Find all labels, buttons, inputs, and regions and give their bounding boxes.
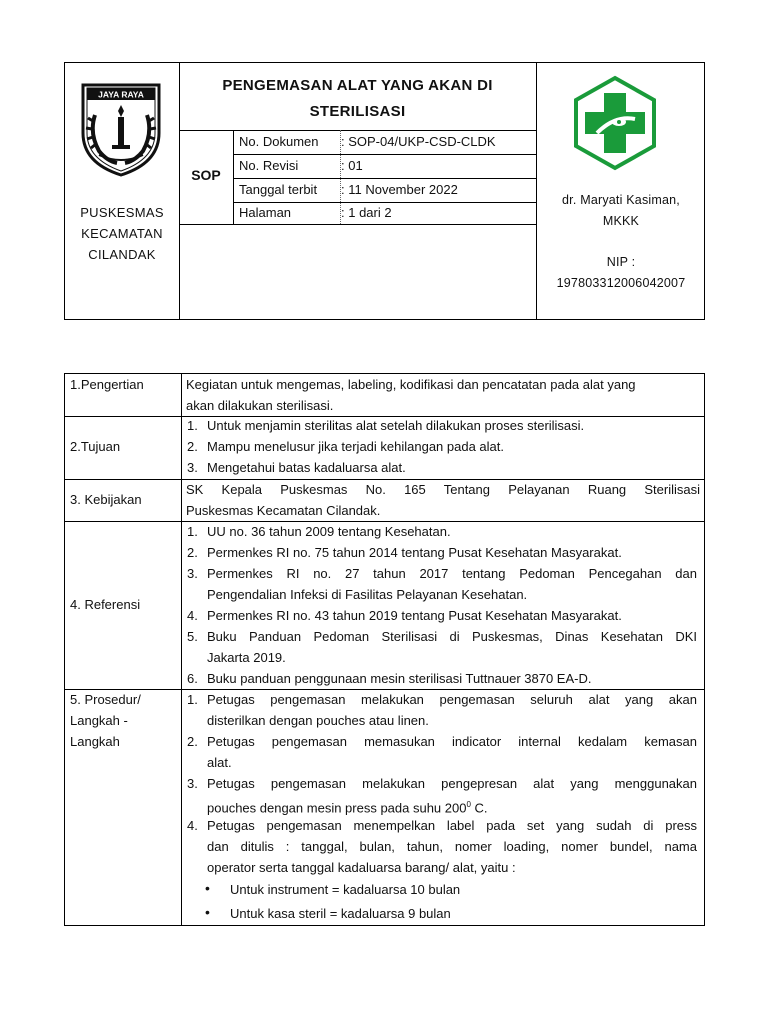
organization-name [65,202,179,265]
meta-revision-value: : 01 [341,158,363,173]
tujuan-number-2: 2. [187,439,198,454]
meta-issue-date-value: : 11 November 2022 [341,182,458,197]
prosedur-number-2: 2. [187,734,198,749]
prosedur-item-1-line-1: Petugas pengemasan melakukan pengemasan seluruh alat yang akan [207,692,697,707]
referensi-item-3-line-1: Permenkes RI no. 27 tahun 2017 tentang Pedoman Pencegahan dan [207,566,697,581]
tujuan-item-2: Mampu menelusur jika terjadi kehilangan pada alat. [207,439,505,454]
tujuan-label: 2.Tujuan [70,439,121,454]
prosedur-bullet-1: Untuk instrument = kadaluarsa 10 bulan [230,882,461,897]
document-title [179,73,536,125]
meta-revision-label: No. Revisi [239,158,299,173]
prosedur-label-line-3: Langkah [70,734,120,749]
org-line-3: CILANDAK [88,247,156,262]
prosedur-item-3-line-1: Petugas pengemasan melakukan pengepresan alat yang menggunakan [207,776,697,791]
referensi-number-6: 6. [187,671,198,686]
prosedur-item-1-line-2: disterilkan dengan pouches atau linen. [207,713,429,728]
meta-doc-number-value: : SOP-04/UKP-CSD-CLDK [341,134,496,149]
degree-superscript: 0 [466,800,471,809]
referensi-item-2: Permenkes RI no. 75 tahun 2014 tentang Pusat Kesehatan Masyarakat. [207,545,622,560]
tujuan-item-1: Untuk menjamin sterilitas alat setelah dilakukan proses sterilisasi. [207,418,585,433]
nip-value: 197803312006042007 [556,276,686,290]
referensi-number-4: 4. [187,608,198,623]
prosedur-item-4-line-3: operator serta tanggal kadaluarsa barang/ alat, yaitu : [207,860,516,875]
sop-label: SOP [191,167,221,183]
tujuan-number-3: 3. [187,460,198,475]
sop-header-table [64,62,705,320]
meta-bottom-line [179,224,536,225]
prosedur-item-2-line-2: alat. [207,755,232,770]
prosedur-label-line-1: 5. Prosedur/ [70,692,141,707]
org-line-1: PUSKESMAS [80,205,164,220]
meta-line-2 [233,154,536,155]
kebijakan-label: 3. Kebijakan [70,492,142,507]
nip-label: NIP : [606,255,636,269]
tujuan-number-1: 1. [187,418,198,433]
meta-page-label: Halaman [239,205,292,220]
prosedur-item-4-line-2: dan ditulis : tanggal, bulan, tahun, nomer loading, nomer bundel, nama [207,839,697,854]
meta-line-4 [233,202,536,203]
referensi-number-2: 2. [187,545,198,560]
meta-col-divider [233,130,234,224]
referensi-item-4: Permenkes RI no. 43 tahun 2019 tentang Pusat Kesehatan Masyarakat. [207,608,622,623]
sop-content-table [64,373,705,926]
referensi-label: 4. Referensi [70,597,141,612]
prosedur-item-4-line-1: Petugas pengemasan menempelkan label pada set yang sudah di press [207,818,697,833]
pengertian-label: 1.Pengertian [70,377,144,392]
prosedur-item-3-tail: C. [470,800,488,816]
meta-page-value: : 1 dari 2 [341,205,392,220]
bullet-dot-icon: • [205,904,210,920]
referensi-item-5-line-1: Buku Panduan Pedoman Sterilisasi di Puskesmas, Dinas Kesehatan DKI [207,629,697,644]
referensi-number-3: 3. [187,566,198,581]
prosedur-number-3: 3. [187,776,198,791]
jaya-raya-logo [77,81,165,177]
referensi-item-6: Buku panduan penggunaan mesin sterilisasi Tuttnauer 3870 EA-D. [207,671,592,686]
logo-motto-text: JAYA RAYA [98,89,144,100]
meta-line-3 [233,178,536,179]
meta-doc-number-label: No. Dokumen [239,134,319,149]
tujuan-item-3: Mengetahui batas kadaluarsa alat. [207,460,406,475]
prosedur-item-3-text: pouches dengan mesin press pada suhu 200 [207,800,467,816]
referensi-item-1: UU no. 36 tahun 2009 tentang Kesehatan. [207,524,451,539]
meta-issue-date-label: Tanggal terbit [239,182,318,197]
title-line-1: PENGEMASAN ALAT YANG AKAN DI [222,77,493,94]
referensi-item-5-line-2: Jakarta 2019. [207,650,286,665]
signer-title: MKKK [602,214,640,228]
prosedur-number-4: 4. [187,818,198,833]
bullet-dot-icon: • [205,880,210,896]
puskesmas-cross-logo [567,75,663,171]
prosedur-number-1: 1. [187,692,198,707]
signer-name: dr. Maryati Kasiman, [562,193,680,207]
referensi-number-5: 5. [187,629,198,644]
pengertian-text-line-1: Kegiatan untuk mengemas, labeling, kodifikasi dan pencatatan pada alat yang [186,377,636,392]
prosedur-item-2-line-1: Petugas pengemasan memasukan indicator internal kedalam kemasan [207,734,697,749]
pengertian-text-line-2: akan dilakukan sterilisasi. [186,398,334,413]
title-line-2: STERILISASI [309,103,406,120]
referensi-item-3-line-2: Pengendalian Infeksi di Fasilitas Pelayanan Kesehatan. [207,587,528,602]
referensi-number-1: 1. [187,524,198,539]
label-column-divider [181,374,182,925]
kebijakan-text-line-2: Puskesmas Kecamatan Cilandak. [186,503,381,518]
prosedur-label-line-2: Langkah - [70,713,128,728]
org-line-2: KECAMATAN [81,226,163,241]
prosedur-bullet-2: Untuk kasa steril = kadaluarsa 9 bulan [230,906,451,921]
kebijakan-text-line-1: SK Kepala Puskesmas No. 165 Tentang Pelayanan Ruang Sterilisasi [186,482,700,497]
